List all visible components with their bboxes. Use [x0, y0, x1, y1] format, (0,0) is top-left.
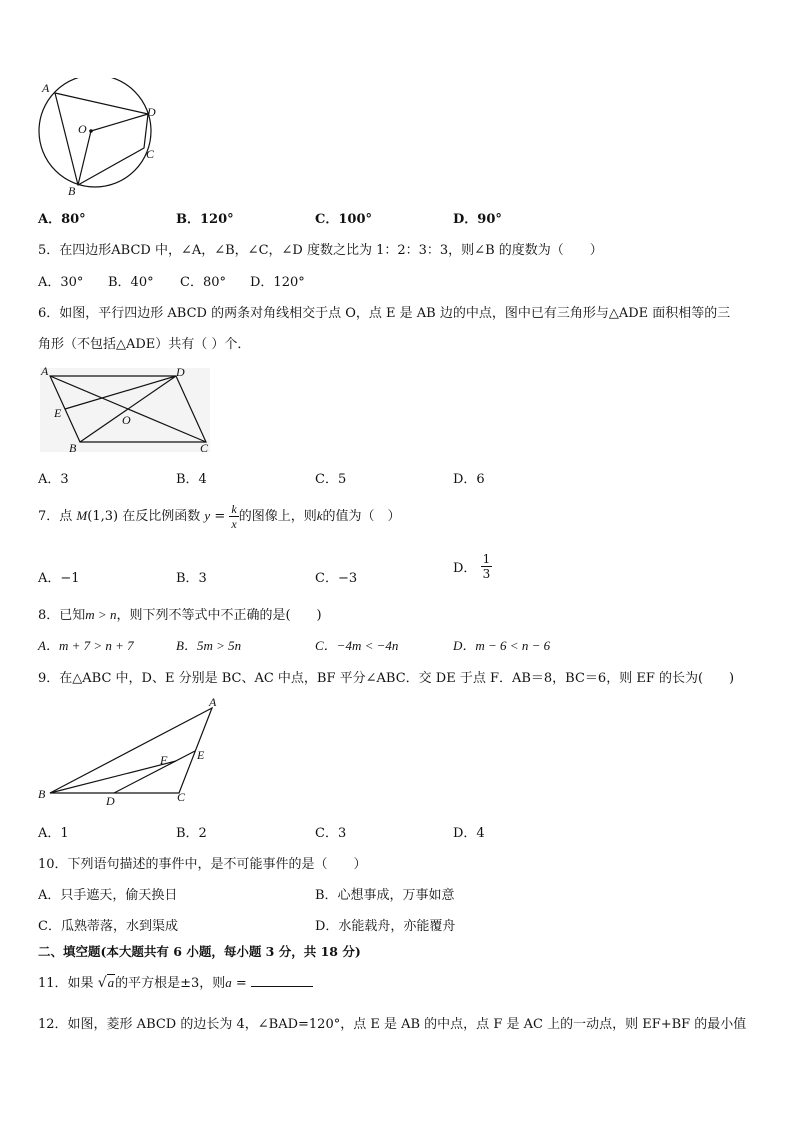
- sqrt-sign: √: [97, 975, 107, 991]
- q4-option-c: C．100°: [315, 212, 372, 227]
- label-d: D: [147, 105, 156, 119]
- q7-option-d-den: 3: [482, 567, 491, 581]
- q8-stem: [38, 604, 322, 623]
- q7-option-c: C．−3: [315, 571, 358, 586]
- q11-answer-blank[interactable]: [251, 974, 313, 987]
- q7-point-name: M: [76, 508, 88, 523]
- q6-stem-line2: 角形（不包括△ADE）共有（ ）个．: [38, 337, 251, 352]
- label-e: E: [197, 748, 205, 762]
- q7-option-d-prefix: D．: [453, 561, 477, 576]
- triangle-abc: [50, 708, 212, 793]
- q9-option-d: D．4: [453, 826, 485, 841]
- q7-mid-text: 在反比例函数: [122, 509, 201, 524]
- q7-frac-numerator: k: [231, 502, 237, 516]
- q8-stem-math: m > n: [85, 607, 117, 622]
- label-b: B: [69, 441, 77, 455]
- q6-option-b: B．4: [176, 472, 207, 487]
- q7-option-d-num: 1: [482, 552, 491, 566]
- q7-option-b: B．3: [176, 571, 207, 586]
- label-f: F: [160, 753, 168, 767]
- q7-suffix2: 的值为（ ）: [322, 509, 401, 524]
- q6-stem-line1: 6．如图，平行四边形 ABCD 的两条对角线相交于点 O，点 E 是 AB 边的中点，图中已有三角形与△ADE 面积相等的三: [38, 306, 731, 321]
- label-a: A: [42, 81, 50, 95]
- label-e: E: [54, 406, 62, 420]
- segment-ob: [78, 131, 91, 185]
- q7-fraction-k-over-x: [229, 503, 238, 530]
- q9-stem: 9．在△ABC 中，D、E 分别是 BC、AC 中点，BF 平分∠ABC．交 DE 于点 F．AB＝8，BC＝6，则 EF 的长为( ): [38, 671, 735, 686]
- q5-option-b: B．40°: [108, 275, 154, 290]
- q5-stem: 5．在四边形ABCD 中，∠A，∠B，∠C，∠D 度数之比为 1：2：3：3，则∠B 的度数为（ ）: [38, 243, 603, 258]
- q7-stem: [38, 503, 401, 530]
- q10-option-d: D．水能载舟，亦能覆舟: [315, 919, 456, 934]
- q7-option-d: [453, 553, 492, 580]
- q8-option-d: D．m − 6 < n − 6: [453, 638, 551, 653]
- q11-mid: 的平方根是±3，则: [115, 976, 226, 991]
- segment-od: [91, 114, 148, 131]
- label-c: C: [200, 441, 209, 455]
- q7-equals: =: [214, 509, 226, 524]
- label-d: D: [176, 365, 185, 379]
- q11-radicand: a: [107, 975, 115, 990]
- label-a: A: [41, 364, 49, 378]
- q8-stem-suffix: ，则下列不等式中不正确的是( ): [116, 608, 322, 623]
- q5-option-c: C．80°: [180, 275, 226, 290]
- q8-option-a: A．m + 7 > n + 7: [38, 638, 134, 653]
- q7-suffix1: 的图像上，则: [238, 509, 317, 524]
- q7-option-a: A．−1: [38, 571, 80, 586]
- label-d: D: [106, 794, 115, 808]
- label-b: B: [38, 787, 46, 801]
- center-point-o: [89, 129, 93, 133]
- q12-stem: 12．如图，菱形 ABCD 的边长为 4，∠BAD=120°，点 E 是 AB 的中点，点 F 是 AC 上的一动点，则 EF+BF 的最小值: [38, 1017, 747, 1032]
- segment-bf: [50, 761, 176, 793]
- label-o: O: [78, 122, 87, 136]
- label-o: O: [122, 413, 131, 427]
- q5-option-a: A．30°: [38, 275, 84, 290]
- q8-stem-prefix: 8．已知: [38, 608, 86, 623]
- q10-option-c: C．瓜熟蒂落，水到渠成: [38, 919, 178, 934]
- q7-option-d-fraction: [481, 553, 493, 580]
- q10-option-a: A．只手遮天，偷天换日: [38, 888, 178, 903]
- q6-parallelogram-figure: [36, 362, 216, 458]
- q11-var: a: [225, 975, 232, 990]
- section-heading-fill-in: 二、填空题(本大题共有 6 小题，每小题 3 分，共 18 分): [38, 944, 361, 959]
- q4-option-d: D．90°: [453, 212, 502, 227]
- q11-prefix: 11．如果: [38, 976, 94, 991]
- q8-option-b: B．5m > 5n: [176, 638, 242, 653]
- label-c: C: [146, 147, 155, 161]
- q8-option-c: C．−4m < −4n: [315, 638, 399, 653]
- q6-option-c: C．5: [315, 472, 347, 487]
- q7-frac-denominator: x: [231, 517, 237, 531]
- q4-option-b: B．120°: [176, 212, 234, 227]
- q11-stem: [38, 972, 313, 991]
- q7-prefix: 7．点: [38, 509, 73, 524]
- q10-stem: 10．下列语句描述的事件中，是不可能事件的是（ ）: [38, 857, 367, 872]
- q9-option-b: B．2: [176, 826, 207, 841]
- q5-option-d: D．120°: [250, 275, 305, 290]
- q7-k-var: k: [316, 508, 323, 523]
- q9-option-c: C．3: [315, 826, 347, 841]
- q4-option-a: A．80°: [38, 212, 86, 227]
- label-b: B: [68, 184, 76, 198]
- q11-sqrt: [98, 976, 115, 991]
- q7-point-coords: (1,3): [87, 509, 119, 524]
- q10-option-b: B．心想事成，万事如意: [315, 888, 455, 903]
- q6-option-d: D．6: [453, 472, 485, 487]
- q9-option-a: A．1: [38, 826, 69, 841]
- q7-y-var: y: [204, 508, 211, 523]
- q9-triangle-figure: [34, 694, 230, 812]
- segment-de: [114, 751, 195, 793]
- q6-option-a: A．3: [38, 472, 69, 487]
- label-c: C: [177, 790, 186, 804]
- q4-circle-figure: [34, 78, 164, 198]
- q11-equals: =: [235, 976, 247, 991]
- label-a: A: [209, 695, 217, 709]
